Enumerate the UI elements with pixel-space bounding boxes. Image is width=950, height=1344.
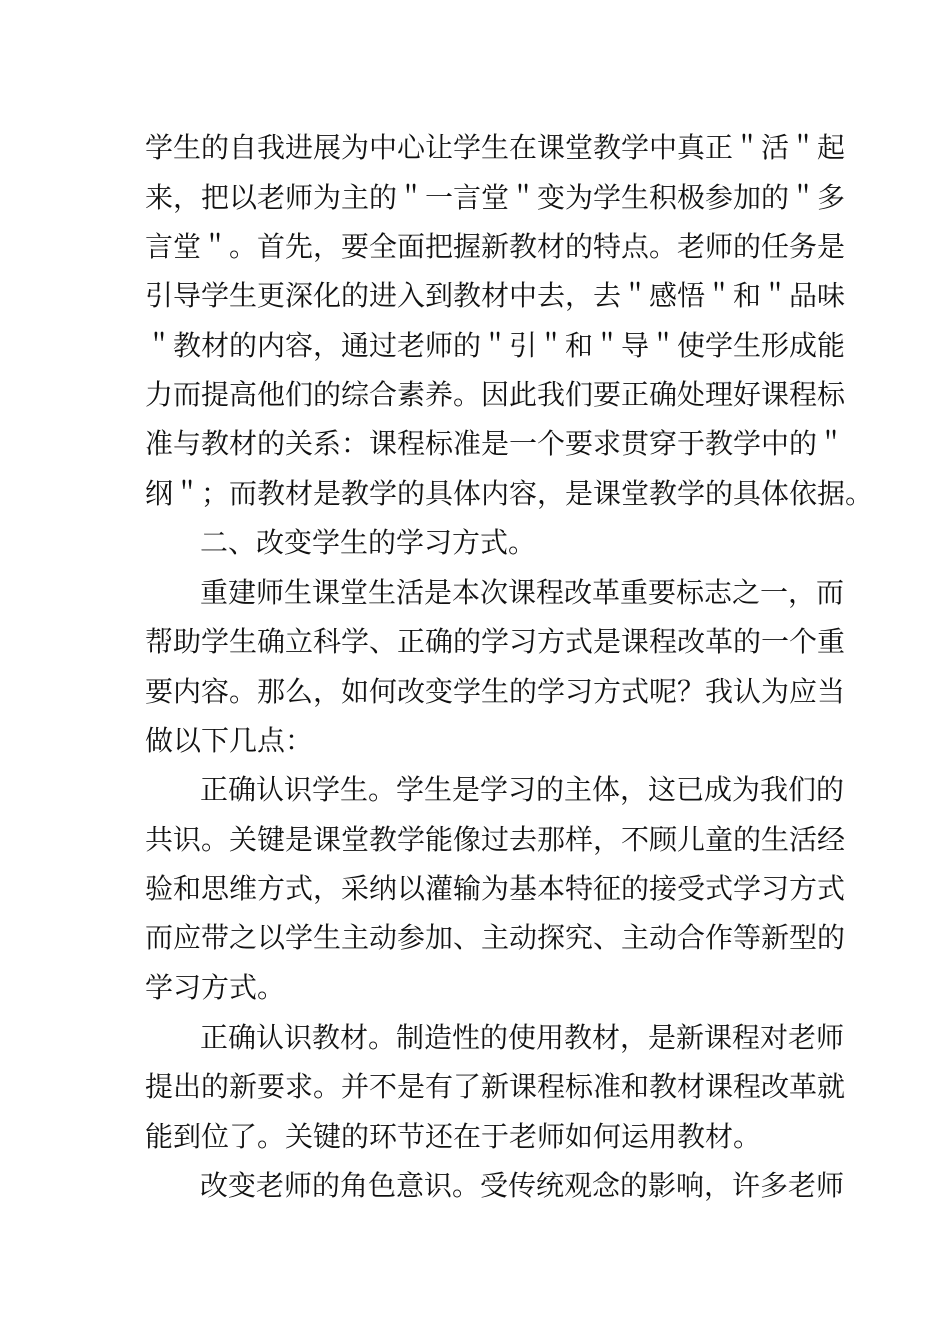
text-line: 学生的自我进展为中心让学生在课堂教学中真正＂活＂起: [145, 131, 846, 164]
text-line: 改变老师的角色意识。受传统观念的影响，许多老师: [200, 1169, 845, 1202]
text-line: 准与教材的关系：课程标准是一个要求贯穿于教学中的＂: [145, 427, 846, 460]
text-line: ＂教材的内容，通过老师的＂引＂和＂导＂使学生形成能: [145, 329, 846, 362]
text-line: 共识。关键是课堂教学能像过去那样，不顾儿童的生活经: [145, 823, 846, 856]
text-line: 提出的新要求。并不是有了新课程标准和教材课程改革就: [145, 1070, 846, 1103]
section-heading: 二、改变学生的学习方式。: [200, 526, 537, 559]
text-line: 要内容。那么，如何改变学生的学习方式呢？我认为应当: [145, 675, 846, 708]
text-line: 言堂＂。首先，要全面把握新教材的特点。老师的任务是: [145, 230, 846, 263]
text-line: 正确认识教材。制造性的使用教材，是新课程对老师: [200, 1021, 845, 1054]
text-line: 纲＂；而教材是教学的具体内容，是课堂教学的具体依据。: [145, 477, 874, 510]
text-line: 验和思维方式，采纳以灌输为基本特征的接受式学习方式: [145, 872, 846, 905]
text-line: 来，把以老师为主的＂一言堂＂变为学生积极参加的＂多: [145, 181, 846, 214]
text-line: 帮助学生确立科学、正确的学习方式是课程改革的一个重: [145, 625, 846, 658]
text-line: 力而提高他们的综合素养。因此我们要正确处理好课程标: [145, 378, 846, 411]
text-line: 重建师生课堂生活是本次课程改革重要标志之一，而: [200, 576, 845, 609]
text-line: 而应带之以学生主动参加、主动探究、主动合作等新型的: [145, 921, 846, 954]
text-line: 正确认识学生。学生是学习的主体，这已成为我们的: [200, 773, 845, 806]
text-line: 做以下几点：: [145, 724, 314, 757]
text-line: 能到位了。关键的环节还在于老师如何运用教材。: [145, 1120, 762, 1153]
text-line: 学习方式。: [145, 971, 286, 1004]
text-line: 引导学生更深化的进入到教材中去，去＂感悟＂和＂品味: [145, 279, 846, 312]
